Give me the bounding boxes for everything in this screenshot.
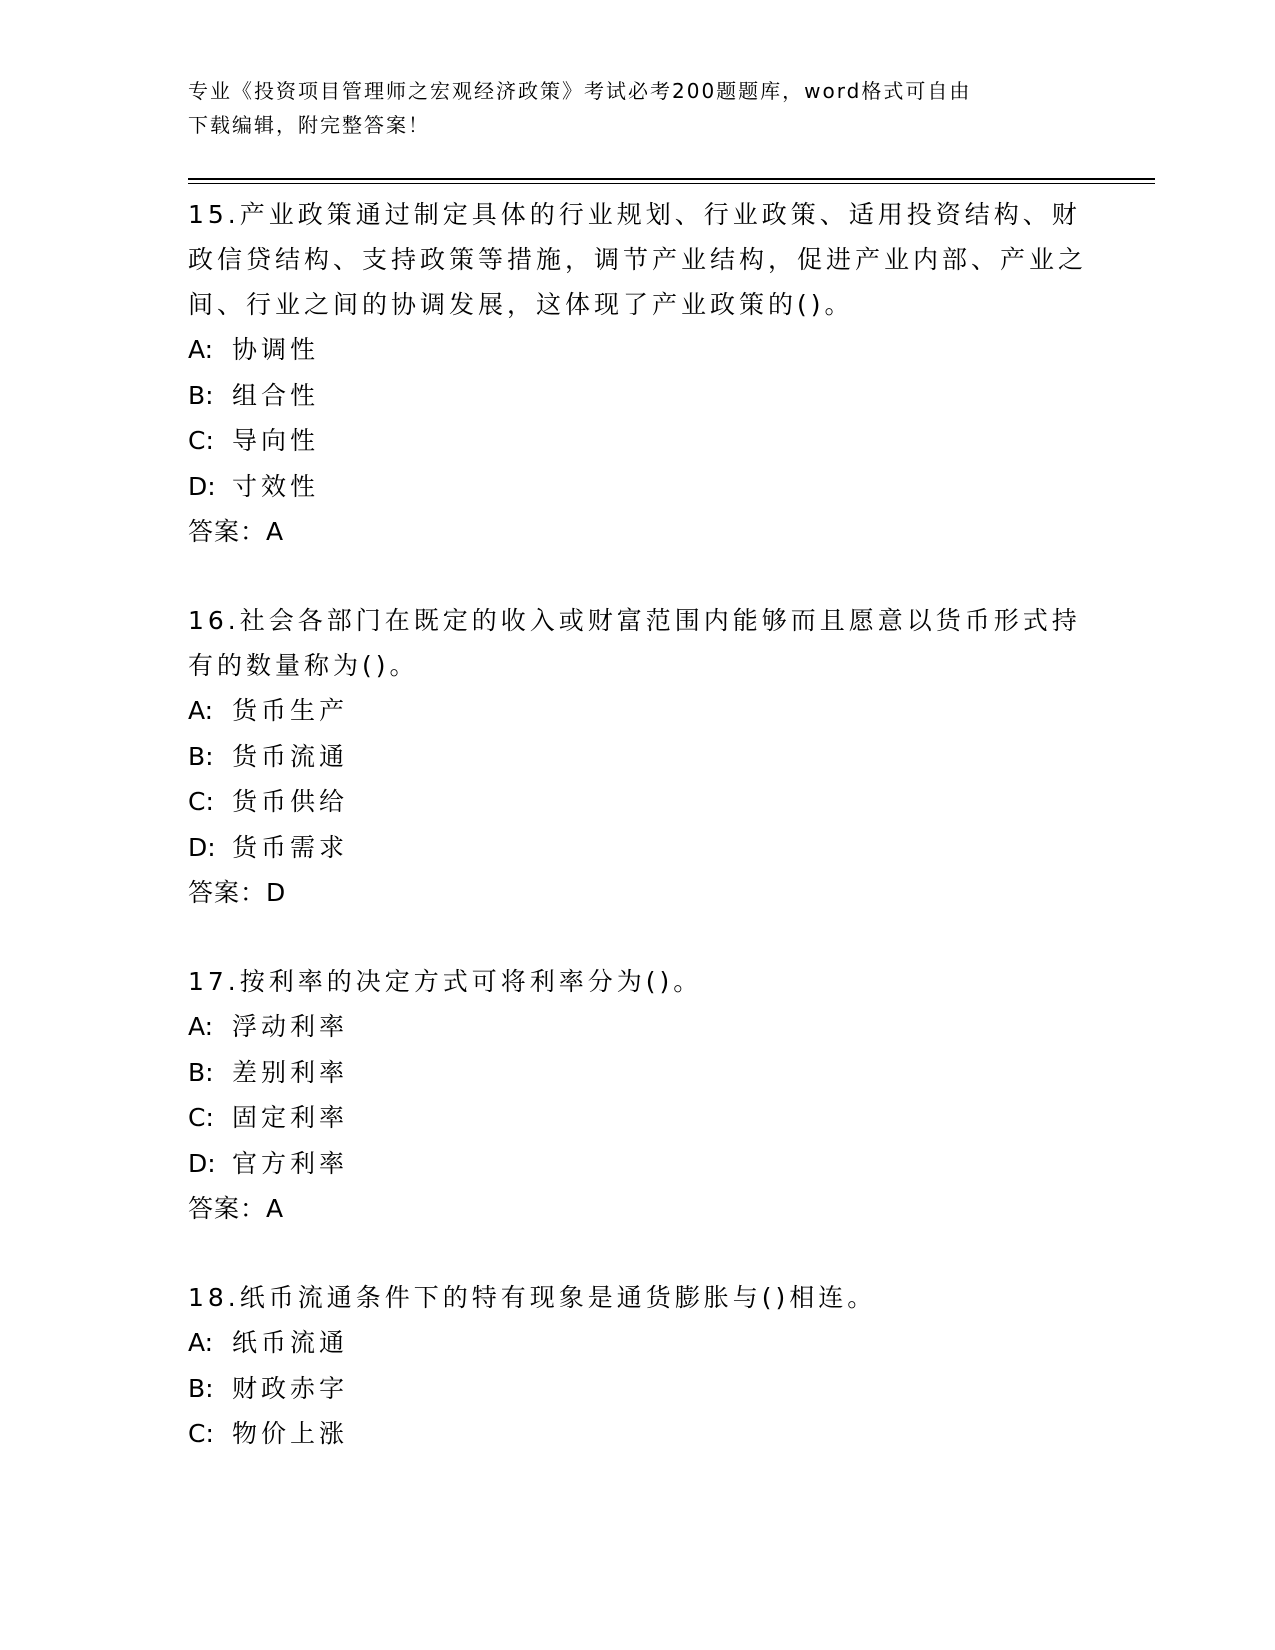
option-c [188, 779, 1088, 825]
answer-line: 答案：D [188, 878, 287, 907]
option-text: 财政赤字 [232, 1373, 349, 1403]
option-text: 货币需求 [232, 832, 349, 862]
option-c [188, 418, 1088, 464]
header-divider-thin [188, 183, 1155, 184]
question-16 [188, 598, 1088, 915]
question-text: 17.按利率的决定方式可将利率分为()。 [188, 967, 703, 996]
question-text: 15.产业政策通过制定具体的行业规划、行业政策、适用投资结构、财政信贷结构、支持政策等措施，调节产业结构，促进产业内部、产业之间、行业之间的协调发展，这体现了产业政策的()。 [188, 200, 1088, 319]
header-line-1: 专业《投资项目管理师之宏观经济政策》考试必考200题题库，word格式可自由 [188, 79, 972, 103]
option-text: 固定利率 [232, 1103, 349, 1132]
option-a [188, 1004, 1088, 1050]
answer-line: 答案：A [188, 1194, 285, 1223]
option-text: 浮动利率 [232, 1012, 349, 1041]
question-15 [188, 192, 1088, 554]
option-c [188, 1095, 1088, 1141]
option-text: 货币供给 [232, 787, 349, 816]
option-letter: D: [188, 471, 216, 501]
option-text: 货币生产 [232, 696, 349, 725]
option-text: 货币流通 [232, 741, 349, 771]
option-text: 纸币流通 [232, 1328, 349, 1357]
header-line-2: 下载编辑，附完整答案！ [188, 113, 430, 137]
option-letter: A: [188, 696, 214, 725]
question-text: 16.社会各部门在既定的收入或财富范围内能够而且愿意以货币形式持有的数量称为()。 [188, 606, 1081, 680]
question-17 [188, 959, 1088, 1231]
option-d [188, 1141, 1088, 1187]
option-text: 官方利率 [232, 1148, 349, 1178]
question-18 [188, 1275, 1088, 1457]
option-b [188, 1050, 1088, 1096]
option-letter: D: [188, 832, 216, 862]
option-letter: B: [188, 380, 214, 410]
option-a [188, 327, 1088, 373]
question-list [188, 192, 1088, 1501]
option-letter: B: [188, 1373, 214, 1403]
option-letter: D: [188, 1148, 216, 1178]
option-letter: B: [188, 741, 214, 771]
answer-line: 答案：A [188, 517, 285, 546]
option-text: 寸效性 [232, 471, 320, 501]
option-letter: A: [188, 1328, 214, 1357]
option-a [188, 1320, 1088, 1366]
option-text: 协调性 [232, 335, 320, 364]
option-letter: C: [188, 426, 214, 455]
option-b [188, 1366, 1088, 1412]
option-d [188, 825, 1088, 871]
option-b [188, 734, 1088, 780]
option-letter: C: [188, 787, 214, 816]
option-letter: B: [188, 1057, 214, 1087]
document-header [188, 74, 1088, 142]
option-letter: C: [188, 1419, 214, 1448]
option-text: 组合性 [232, 380, 320, 410]
option-d [188, 464, 1088, 510]
option-c [188, 1411, 1088, 1457]
option-text: 物价上涨 [232, 1419, 349, 1448]
option-a [188, 688, 1088, 734]
option-letter: A: [188, 335, 214, 364]
option-b [188, 373, 1088, 419]
option-text: 导向性 [232, 426, 320, 455]
option-text: 差别利率 [232, 1057, 349, 1087]
header-divider-thick [188, 178, 1155, 180]
option-letter: A: [188, 1012, 214, 1041]
option-letter: C: [188, 1103, 214, 1132]
question-text: 18.纸币流通条件下的特有现象是通货膨胀与()相连。 [188, 1283, 877, 1312]
